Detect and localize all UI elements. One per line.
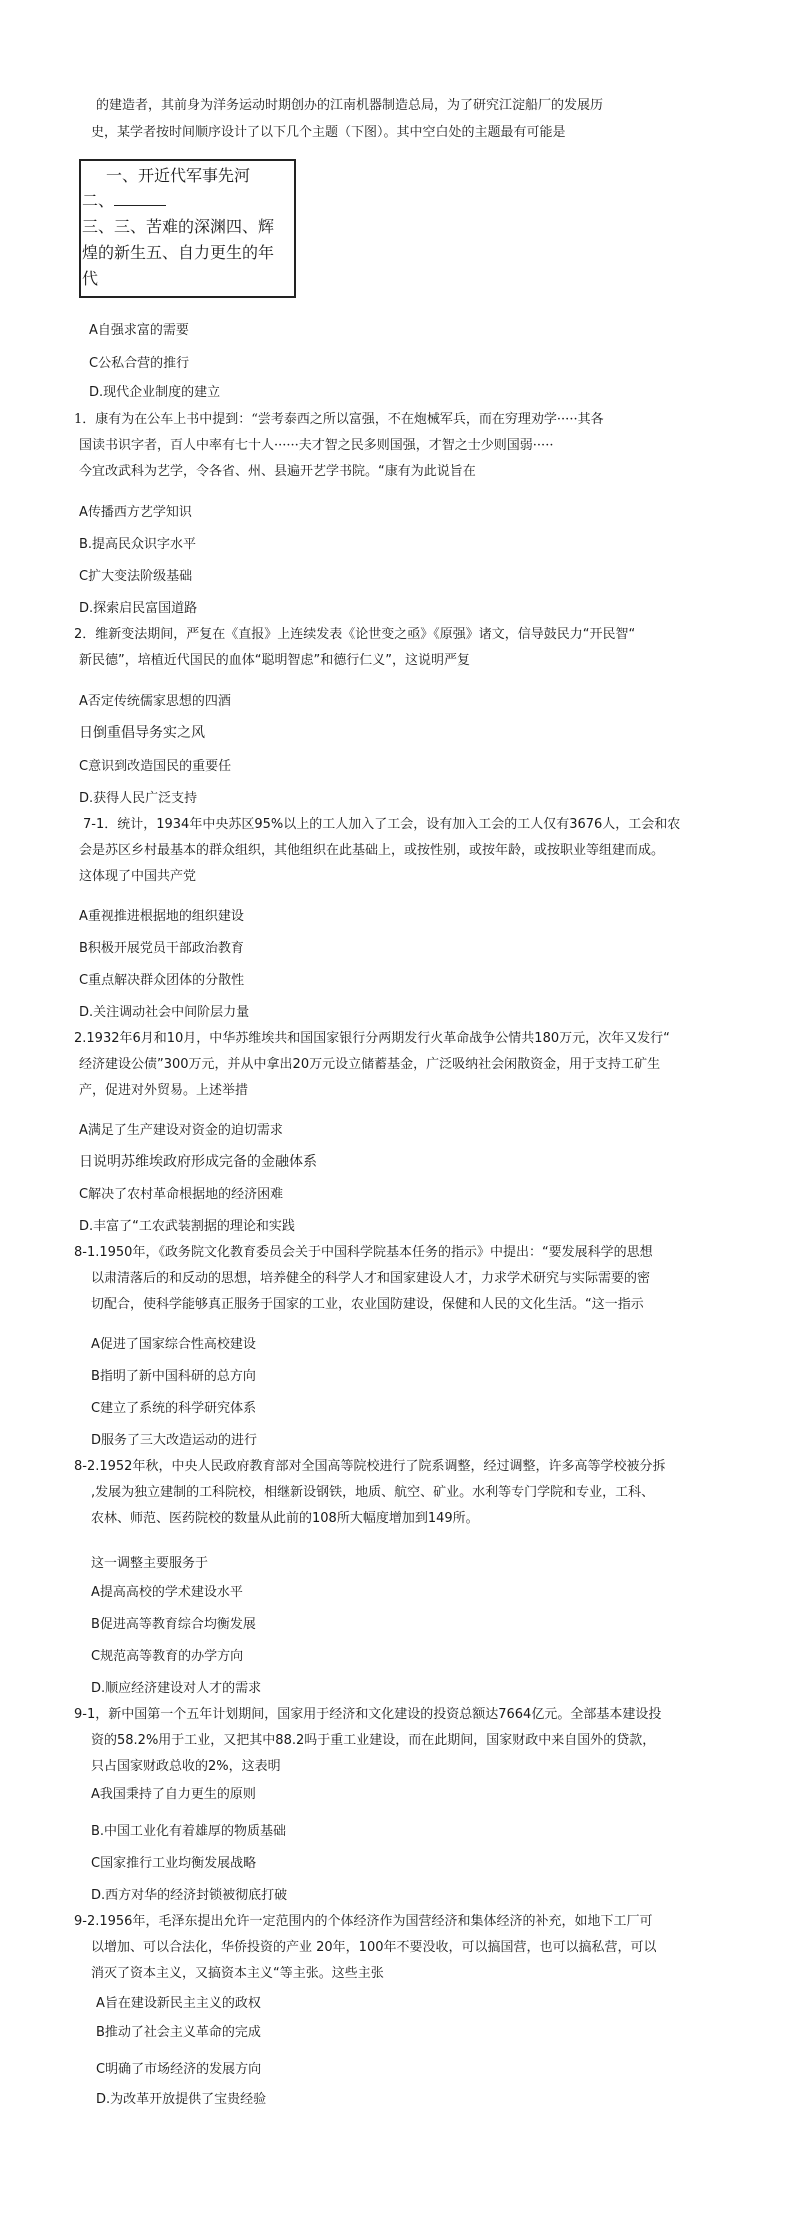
q82-stem-3: 农林、师范、医药院校的数量从此前的108所大幅度增加到149所。 [91, 1511, 479, 1526]
intro-line-2: 史，某学者按时间顺序设计了以下几个主题（下图）。其中空白处的主题最有可能是 [91, 125, 566, 140]
q71-option-a: A重视推进根据地的组织建设 [79, 909, 244, 924]
q72-stem-3: 产，促进对外贸易。上述举措 [79, 1083, 249, 1098]
q2-option-b: 日倒重倡导务实之风 [79, 725, 205, 741]
q81-option-a: A促进了国家综合性高校建设 [91, 1337, 256, 1352]
q1-option-a: A传播西方艺学知识 [79, 505, 192, 520]
q82-stem-4: 这一调整主要服务于 [91, 1556, 209, 1571]
q72-option-a: A满足了生产建设对资金的迫切需求 [79, 1123, 283, 1138]
q82-option-a: A提高高校的学术建设水平 [91, 1585, 243, 1600]
q82-stem-2: ,发展为独立建制的工科院校，相继新设钢铁，地质、航空、矿业。水利等专门学院和专业，工科、 [91, 1485, 655, 1500]
q2-stem-1: 2．维新变法期间，严复在《直报》上连续发表《论世变之亟》《原强》诸文，信导鼓民力“开民智“ [74, 627, 636, 642]
q72-option-b: 日说明苏维埃政府形成完备的金融体系 [79, 1154, 317, 1170]
q91-option-a: A我国秉持了自力更生的原则 [91, 1787, 256, 1802]
q1-stem-3: 今宜改武科为艺学，令各省、州、县遍开艺学书院。“康有为此说旨在 [79, 464, 476, 479]
q1-stem-2: 国读书识字者，百人中率有七十人······夫才智之民多则国强，才智之士少则国弱····· [79, 438, 554, 453]
q91-stem-3: 只占国家财政总收的2%，这表明 [91, 1759, 281, 1774]
q2-option-a: A否定传统儒家思想的四酒 [79, 694, 231, 709]
q71-option-c: C重点解决群众团体的分散性 [79, 973, 245, 988]
q92-stem-2: 以增加、可以合法化，华侨投资的产业 20年，100年不要没收，可以搞国营，也可以搞私营，可以 [91, 1940, 657, 1955]
intro-line-1: 的建造者，其前身为洋务运动时期创办的江南机器制造总局，为了研究江淀船厂的发展历 [96, 98, 604, 113]
q81-stem-3: 切配合，使科学能够真正服务于国家的工业，农业国防建设，保健和人民的文化生活。“这一指示 [91, 1297, 644, 1312]
q71-option-d: D.关注调动社会中间阶层力量 [79, 1005, 250, 1020]
theme-line-2 [82, 191, 166, 211]
q92-option-a: A旨在建设新民主主义的政权 [96, 1996, 261, 2011]
theme-line-1: 一、开近代军事先河 [106, 166, 251, 185]
q91-option-d: D.西方对华的经济封锁被彻底打破 [91, 1888, 288, 1903]
q82-option-b: B促进高等教育综合均衡发展 [91, 1617, 256, 1632]
q0-option-d: D.现代企业制度的建立 [89, 385, 221, 400]
q1-stem-1: 1．康有为在公车上书中提到：“尝考泰西之所以富强，不在炮械军兵，而在穷理劝学·····其各 [74, 412, 604, 427]
q81-option-c: C建立了系统的科学研究体系 [91, 1401, 257, 1416]
theme-line-2-prefix: 二、 [82, 191, 115, 210]
q72-option-d: D.丰富了“工农武装割据的理论和实践 [79, 1219, 295, 1234]
q91-stem-1: 9-1，新中国第一个五年计划期间，国家用于经济和文化建设的投资总额达7664亿元。全部基本建设投 [74, 1707, 662, 1722]
q1-option-c: C扩大变法阶级基础 [79, 569, 193, 584]
q1-option-d: D.探索启民富国道路 [79, 601, 198, 616]
q71-option-b: B积极开展党员干部政治教育 [79, 941, 244, 956]
q72-stem-1: 2.1932年6月和10月，中华苏维埃共和国国家银行分两期发行火革命战争公情共180万元，次年又发行“ [74, 1031, 670, 1046]
q0-option-c: C公私合营的推行 [89, 356, 190, 371]
theme-blank [114, 191, 166, 206]
q92-option-d: D.为改革开放提供了宝贵经验 [96, 2092, 267, 2107]
q1-option-b: B.提高民众识字水平 [79, 537, 197, 552]
theme-line-3: 三、三、苦难的深渊四、辉 [82, 217, 275, 236]
q91-option-b: B.中国工业化有着雄厚的物质基础 [91, 1824, 287, 1839]
q82-option-c: C规范高等教育的办学方向 [91, 1649, 244, 1664]
theme-box [79, 159, 296, 298]
q82-stem-1: 8-2.1952年秋，中央人民政府教育部对全国高等院校进行了院系调整，经过调整，许多高等学校被分拆 [74, 1459, 666, 1474]
q82-option-d: D.顺应经济建设对人才的需求 [91, 1681, 262, 1696]
q92-option-b: B推动了社会主义革命的完成 [96, 2025, 261, 2040]
q92-option-c: C明确了市场经济的发展方向 [96, 2062, 262, 2077]
q2-stem-2: 新民德”，培植近代国民的血体“聪明智虑”和德行仁义”，这说明严复 [79, 653, 470, 668]
q72-option-c: C解决了农村革命根据地的经济困难 [79, 1187, 284, 1202]
q81-stem-2: 以肃清落后的和反动的思想，培养健全的科学人才和国家建设人才，力求学术研究与实际需要的密 [91, 1271, 651, 1286]
q92-stem-3: 消灭了资本主义，又搞资本主义“等主张。这些主张 [91, 1966, 384, 1981]
q81-option-b: B指明了新中国科研的总方向 [91, 1369, 256, 1384]
q0-option-a: A自强求富的需要 [89, 323, 189, 338]
q91-stem-2: 资的58.2%用于工业，又把其中88.2吗于重工业建设，而在此期间，国家财政中来自国外的贷款， [91, 1733, 656, 1748]
q71-stem-3: 这体现了中国共产党 [79, 869, 197, 884]
q92-stem-1: 9-2.1956年，毛泽东提出允许一定范围内的个体经济作为国营经济和集体经济的补充，如地下工厂可 [74, 1914, 653, 1929]
q71-stem-1: 7-1．统计，1934年中央苏区95%以上的工人加入了工会，设有加入工会的工人仅有3676人，工会和农 [83, 817, 681, 832]
q91-option-c: C国家推行工业均衡发展战略 [91, 1856, 257, 1871]
q72-stem-2: 经济建设公债”300万元，并从中拿出20万元设立储蓄基金，广泛吸纳社会闲散资金，用于支持工矿生 [79, 1057, 661, 1072]
q2-option-d: D.获得人民广泛支持 [79, 791, 198, 806]
q81-option-d: D服务了三大改造运动的进行 [91, 1433, 258, 1448]
theme-line-5: 代 [82, 269, 99, 288]
q71-stem-2: 会是苏区乡村最基本的群众组织，其他组织在此基础上，或按性别，或按年龄，或按职业等组建而成。 [79, 843, 665, 858]
theme-line-4: 煌的新生五、自力更生的年 [82, 243, 275, 262]
q81-stem-1: 8-1.1950年，《政务院文化教育委员会关于中国科学院基本任务的指示》中提出：“要发展科学的思想 [74, 1245, 653, 1260]
q2-option-c: C意识到改造国民的重要任 [79, 759, 232, 774]
